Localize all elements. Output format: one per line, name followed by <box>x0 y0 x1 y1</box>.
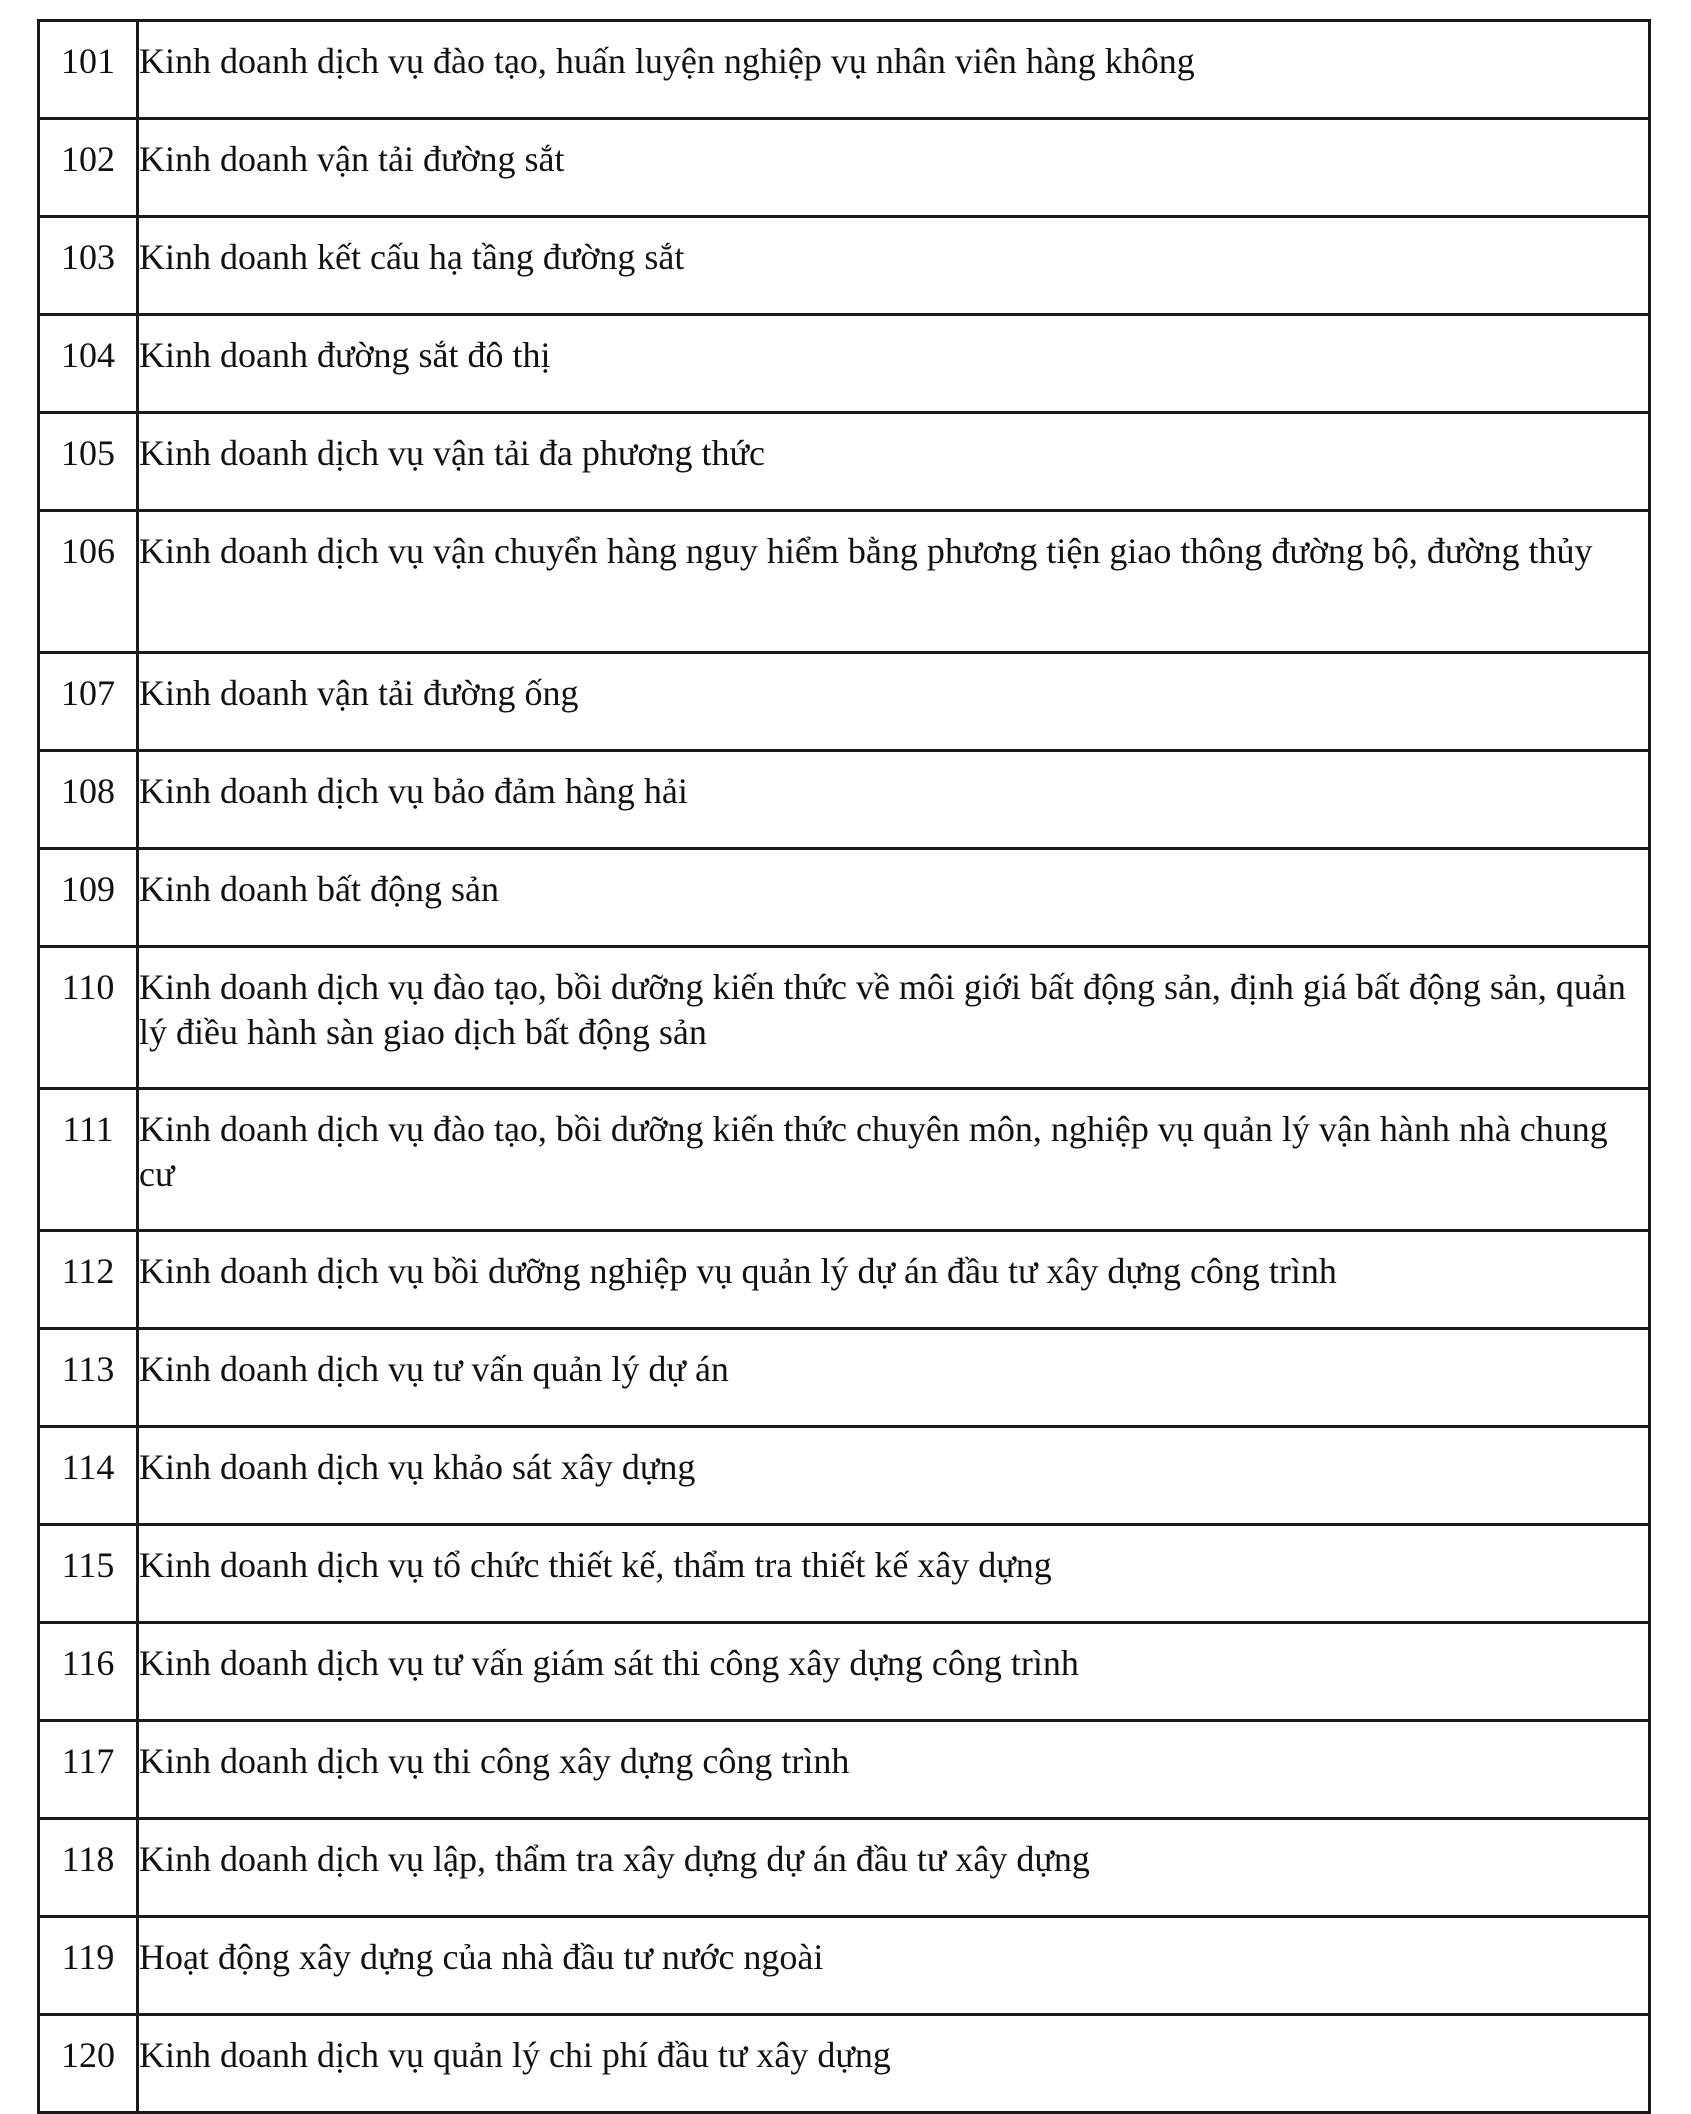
row-description: Kinh doanh dịch vụ bồi dưỡng nghiệp vụ quản lý dự án đầu tư xây dựng công trình <box>138 1231 1650 1329</box>
row-number: 120 <box>39 2015 138 2113</box>
row-number: 113 <box>39 1329 138 1427</box>
row-description: Kinh doanh dịch vụ đào tạo, bồi dưỡng kiến thức chuyên môn, nghiệp vụ quản lý vận hành nhà chung cư <box>138 1089 1650 1231</box>
table-row <box>39 315 1650 413</box>
row-description: Kinh doanh dịch vụ tư vấn giám sát thi công xây dựng công trình <box>138 1623 1650 1721</box>
table-row <box>39 511 1650 653</box>
table-row <box>39 1623 1650 1721</box>
row-description: Kinh doanh đường sắt đô thị <box>138 315 1650 413</box>
table-row <box>39 119 1650 217</box>
row-number: 103 <box>39 217 138 315</box>
table-row <box>39 1819 1650 1917</box>
table-row <box>39 1089 1650 1231</box>
row-description: Kinh doanh vận tải đường ống <box>138 653 1650 751</box>
table-row <box>39 1721 1650 1819</box>
row-number: 119 <box>39 1917 138 2015</box>
table-row <box>39 1917 1650 2015</box>
row-description: Kinh doanh dịch vụ tổ chức thiết kế, thẩm tra thiết kế xây dựng <box>138 1525 1650 1623</box>
table-row <box>39 21 1650 119</box>
row-description: Kinh doanh dịch vụ khảo sát xây dựng <box>138 1427 1650 1525</box>
table-row <box>39 1427 1650 1525</box>
row-number: 116 <box>39 1623 138 1721</box>
row-description: Kinh doanh dịch vụ thi công xây dựng công trình <box>138 1721 1650 1819</box>
row-description: Hoạt động xây dựng của nhà đầu tư nước ngoài <box>138 1917 1650 2015</box>
row-description: Kinh doanh dịch vụ đào tạo, bồi dưỡng kiến thức về môi giới bất động sản, định giá bất động sản, quản lý điều hành sàn giao dịch bất động sản <box>138 947 1650 1089</box>
row-description: Kinh doanh dịch vụ tư vấn quản lý dự án <box>138 1329 1650 1427</box>
row-description: Kinh doanh dịch vụ lập, thẩm tra xây dựng dự án đầu tư xây dựng <box>138 1819 1650 1917</box>
row-description: Kinh doanh dịch vụ vận chuyển hàng nguy hiểm bằng phương tiện giao thông đường bộ, đường thủy <box>138 511 1650 653</box>
row-number: 107 <box>39 653 138 751</box>
row-description: Kinh doanh vận tải đường sắt <box>138 119 1650 217</box>
table-row <box>39 1525 1650 1623</box>
row-number: 115 <box>39 1525 138 1623</box>
row-number: 101 <box>39 21 138 119</box>
row-description: Kinh doanh dịch vụ quản lý chi phí đầu tư xây dựng <box>138 2015 1650 2113</box>
row-number: 109 <box>39 849 138 947</box>
row-number: 105 <box>39 413 138 511</box>
table-body <box>39 21 1650 2113</box>
row-description: Kinh doanh dịch vụ đào tạo, huấn luyện nghiệp vụ nhân viên hàng không <box>138 21 1650 119</box>
row-number: 108 <box>39 751 138 849</box>
table-row <box>39 751 1650 849</box>
table-row <box>39 1329 1650 1427</box>
table-row <box>39 849 1650 947</box>
row-number: 117 <box>39 1721 138 1819</box>
row-description: Kinh doanh dịch vụ bảo đảm hàng hải <box>138 751 1650 849</box>
row-number: 102 <box>39 119 138 217</box>
row-number: 112 <box>39 1231 138 1329</box>
table-row <box>39 217 1650 315</box>
business-lines-table <box>37 19 1651 2114</box>
table-row <box>39 653 1650 751</box>
row-number: 114 <box>39 1427 138 1525</box>
row-description: Kinh doanh kết cấu hạ tầng đường sắt <box>138 217 1650 315</box>
row-description: Kinh doanh dịch vụ vận tải đa phương thức <box>138 413 1650 511</box>
row-number: 111 <box>39 1089 138 1231</box>
row-number: 118 <box>39 1819 138 1917</box>
row-number: 104 <box>39 315 138 413</box>
table-row <box>39 2015 1650 2113</box>
row-number: 110 <box>39 947 138 1089</box>
table-row <box>39 947 1650 1089</box>
table-row <box>39 1231 1650 1329</box>
table-row <box>39 413 1650 511</box>
row-number: 106 <box>39 511 138 653</box>
row-description: Kinh doanh bất động sản <box>138 849 1650 947</box>
